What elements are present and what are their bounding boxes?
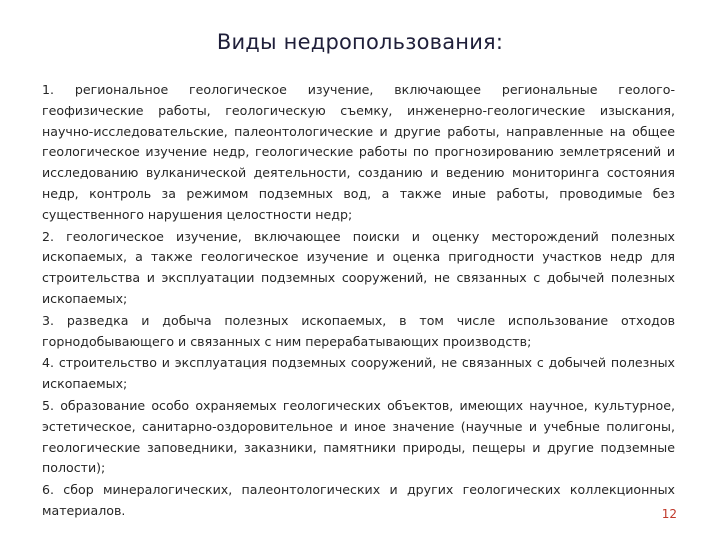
list-item-4: 4. строительство и эксплуатация подземных сооружений, не связанных с добычей полезных ископаемых;: [42, 355, 675, 392]
page-number: 12: [661, 507, 677, 521]
list-item-2: 2. геологическое изучение, включающее поиски и оценку месторождений полезных ископаемых, а также геологическое изучение и оценка пригодности участков недр для строительства и эксплуатации подземных сооружений, не связанных с добычей полезных ископаемых;: [42, 228, 675, 306]
list-item-3: 3. разведка и добыча полезных ископаемых, в том числе использование отходов горнодобывающего и связанных с ним перерабатывающих производств;: [42, 312, 675, 349]
list-item-1: 1. региональное геологическое изучение, включающее региональные геолого-геофизические работы, геологическую съемку, инженерно-геологические изыскания, научно-исследовательские, палеонтологические и другие работы, направленные на общее геологическое изучение недр, геологические работы по прогнозированию землетрясений и исследованию вулканической деятельности, созданию и ведению мониторинга состояния недр, контроль за режимом подземных вод, а также иные работы, проводимые без существенного нарушения целостности недр;: [42, 82, 675, 222]
slide-body: [42, 80, 675, 522]
list-item-5: 5. образование особо охраняемых геологических объектов, имеющих научное, культурное, эстетическое, санитарно-оздоровительное и иное значение (научные и учебные полигоны, геологические заповедники, заказники, памятники природы, пещеры и другие подземные полости);: [42, 397, 675, 476]
list-item-6: 6. сбор минералогических, палеонтологических и других геологических коллекционных материалов.: [42, 482, 675, 518]
slide-title: Виды недропользования:: [216, 30, 504, 54]
